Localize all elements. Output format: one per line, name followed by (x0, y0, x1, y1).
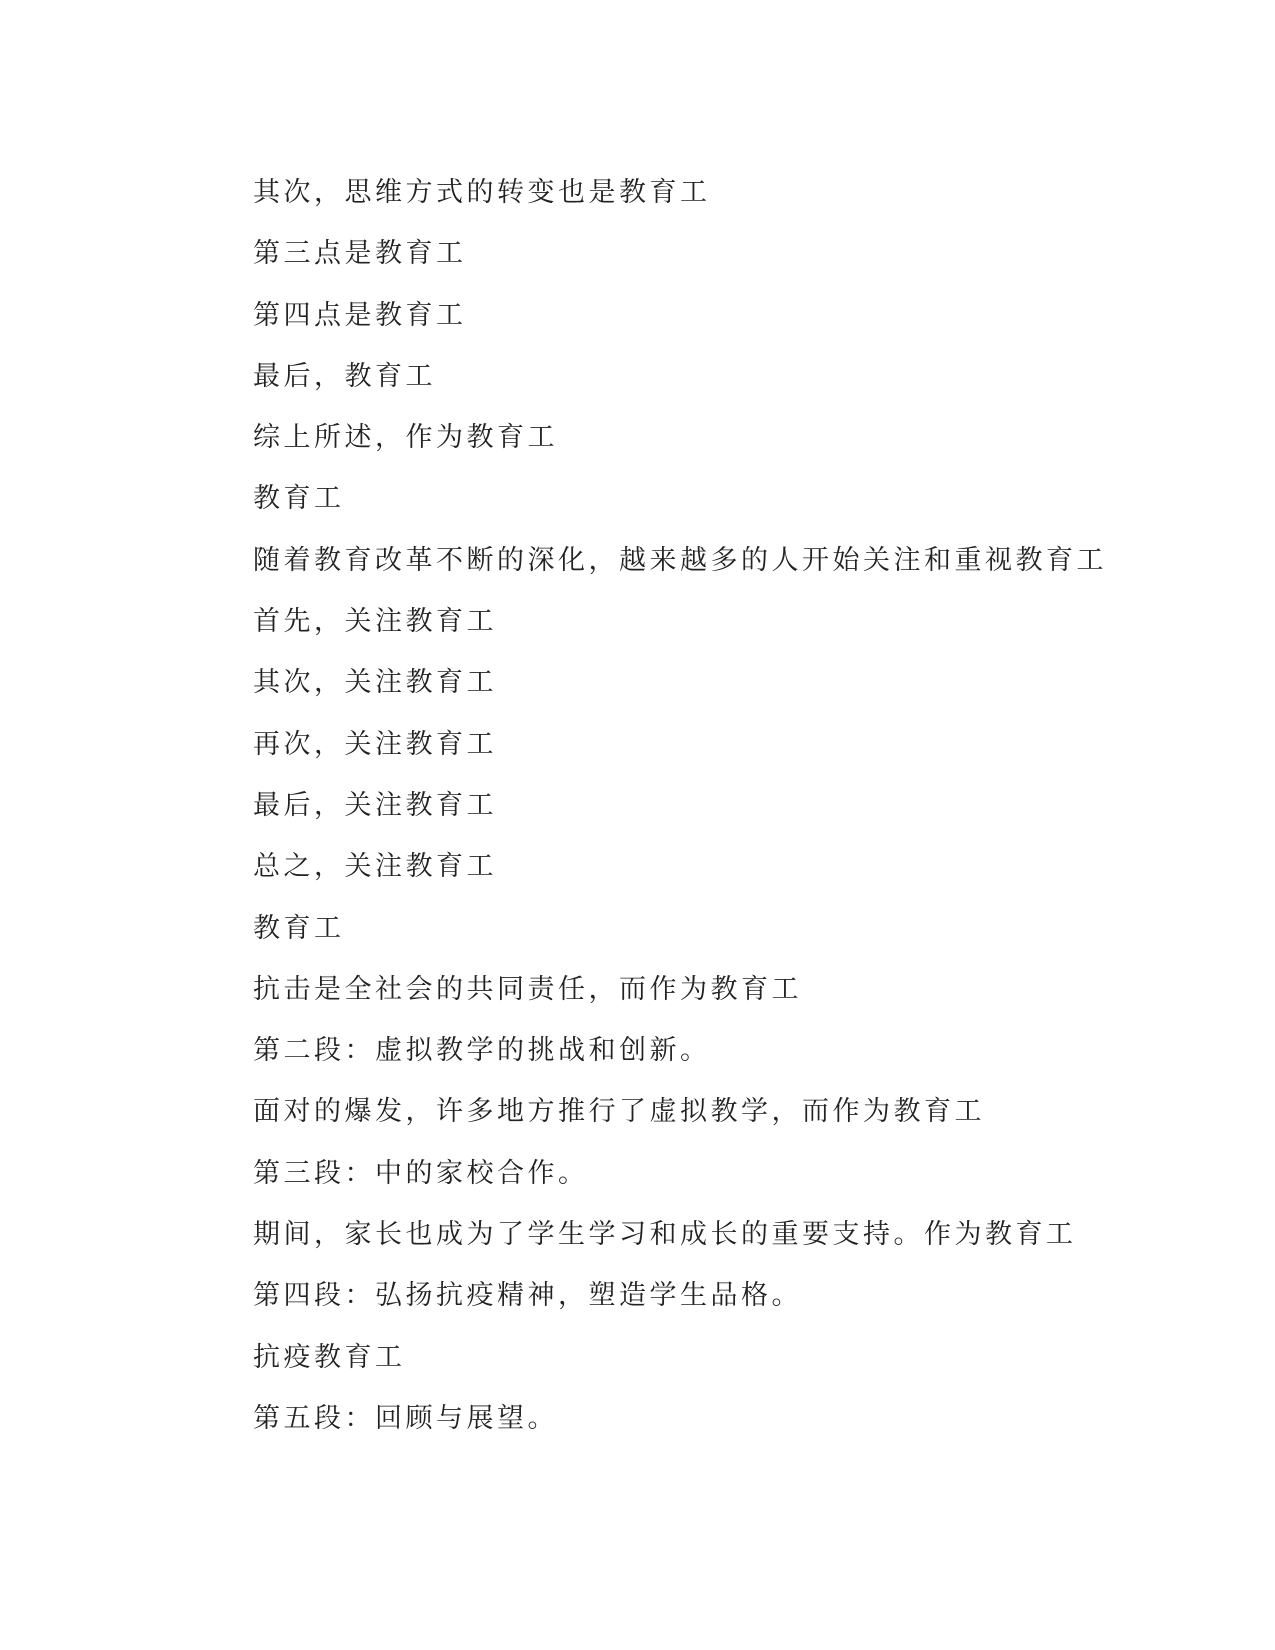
section-heading: 第五段：回顾与展望。 (253, 1402, 558, 1434)
text-line: 其次，关注教育工 (253, 667, 497, 699)
text-line: 其次，思维方式的转变也是教育工 (253, 177, 711, 208)
text-line: 第四点是教育工 (253, 299, 467, 331)
text-line: 期间，家长也成为了学生学习和成长的重要支持。作为教育工 (253, 1219, 1077, 1251)
section-heading: 第四段：弘扬抗疫精神，塑造学生品格。 (253, 1280, 802, 1312)
text-line: 抗击是全社会的共同责任，而作为教育工 (253, 973, 802, 1005)
text-line: 首先，关注教育工 (253, 606, 497, 638)
text-line: 教育工 (253, 912, 345, 944)
section-heading: 第三段：中的家校合作。 (253, 1157, 589, 1189)
text-line: 综上所述，作为教育工 (253, 422, 558, 454)
section-heading: 第二段：虚拟教学的挑战和创新。 (253, 1035, 711, 1067)
text-line: 总之，关注教育工 (253, 851, 497, 883)
text-line: 最后，教育工 (253, 360, 436, 392)
text-line: 教育工 (253, 483, 345, 515)
document-body (253, 162, 1107, 1449)
text-line: 第三点是教育工 (253, 238, 467, 270)
text-line: 面对的爆发，许多地方推行了虚拟教学，而作为教育工 (253, 1096, 985, 1128)
text-line: 再次，关注教育工 (253, 728, 497, 760)
text-line: 随着教育改革不断的深化，越来越多的人开始关注和重视教育工 (253, 544, 1107, 576)
text-line: 最后，关注教育工 (253, 789, 497, 821)
text-line: 抗疫教育工 (253, 1341, 406, 1373)
